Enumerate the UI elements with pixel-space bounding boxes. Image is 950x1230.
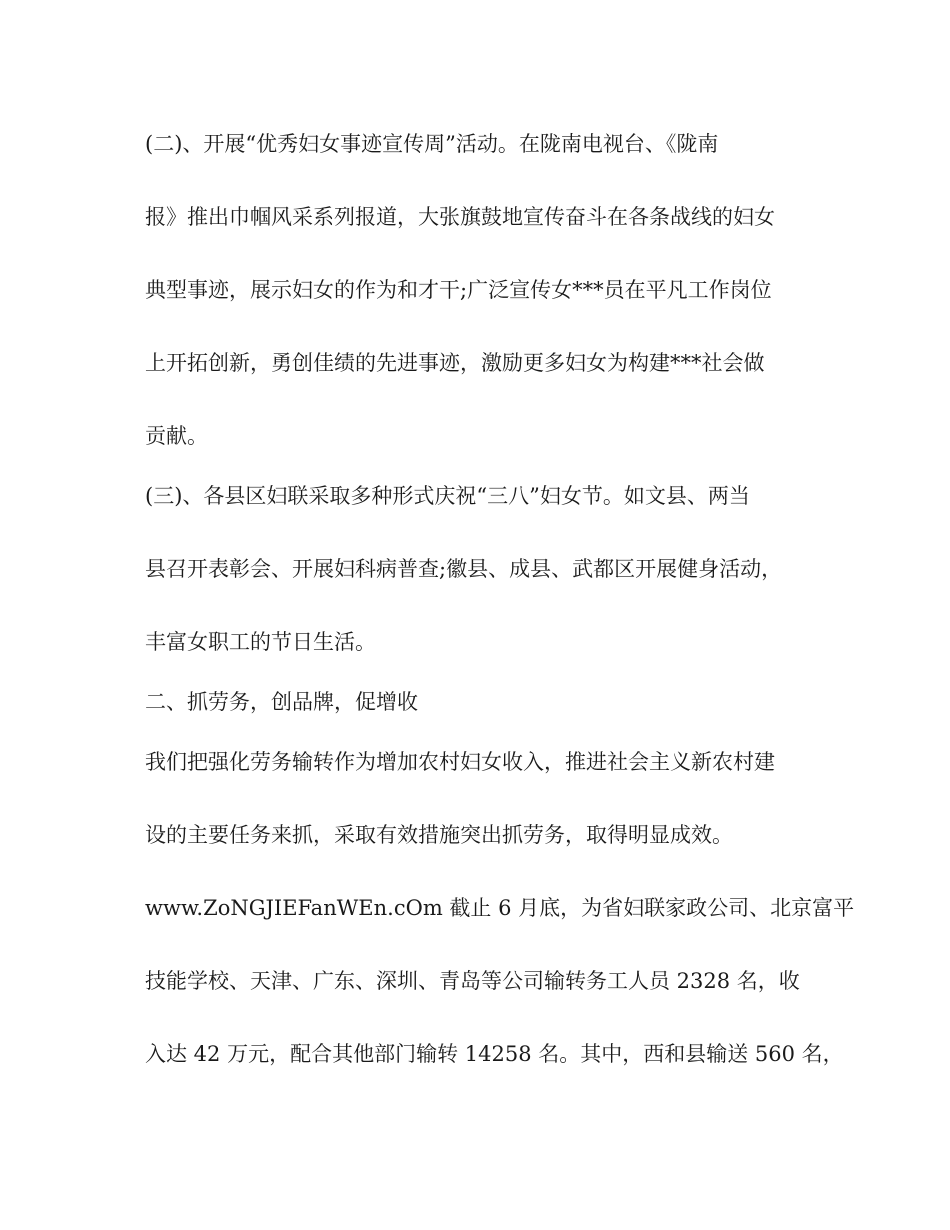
text-line: 贡献。 bbox=[145, 424, 208, 448]
text-line: 我们把强化劳务输转作为增加农村妇女收入，推进社会主义新农村建 bbox=[145, 750, 775, 774]
text-line: (二)、开展“优秀妇女事迹宣传周”活动。在陇南电视台、《陇南 bbox=[145, 132, 719, 156]
text-line: 入达 42 万元，配合其他部门输转 14258 名。其中，西和县输送 560 名， bbox=[145, 1042, 844, 1066]
text-line: 上开拓创新，勇创佳绩的先进事迹，激励更多妇女为构建***社会做 bbox=[145, 351, 765, 375]
text-line: www.ZoNGJIEFanWEn.cOm 截止 6 月底，为省妇联家政公司、北京富平 bbox=[145, 896, 855, 920]
text-line: 典型事迹，展示妇女的作为和才干;广泛宣传女***员在平凡工作岗位 bbox=[145, 278, 772, 302]
section-heading: 二、抓劳务，创品牌，促增收 bbox=[145, 690, 418, 714]
text-line: 县召开表彰会、开展妇科病普查;徽县、成县、武都区开展健身活动， bbox=[145, 557, 783, 581]
text-line: 报》推出巾帼风采系列报道，大张旗鼓地宣传奋斗在各条战线的妇女 bbox=[145, 205, 775, 229]
text-line: (三)、各县区妇联采取多种形式庆祝“三八”妇女节。如文县、两当 bbox=[145, 484, 750, 508]
text-line: 丰富女职工的节日生活。 bbox=[145, 630, 376, 654]
text-line: 设的主要任务来抓，采取有效措施突出抓劳务，取得明显成效。 bbox=[145, 823, 733, 847]
text-line: 技能学校、天津、广东、深圳、青岛等公司输转务工人员 2328 名，收 bbox=[145, 969, 800, 993]
